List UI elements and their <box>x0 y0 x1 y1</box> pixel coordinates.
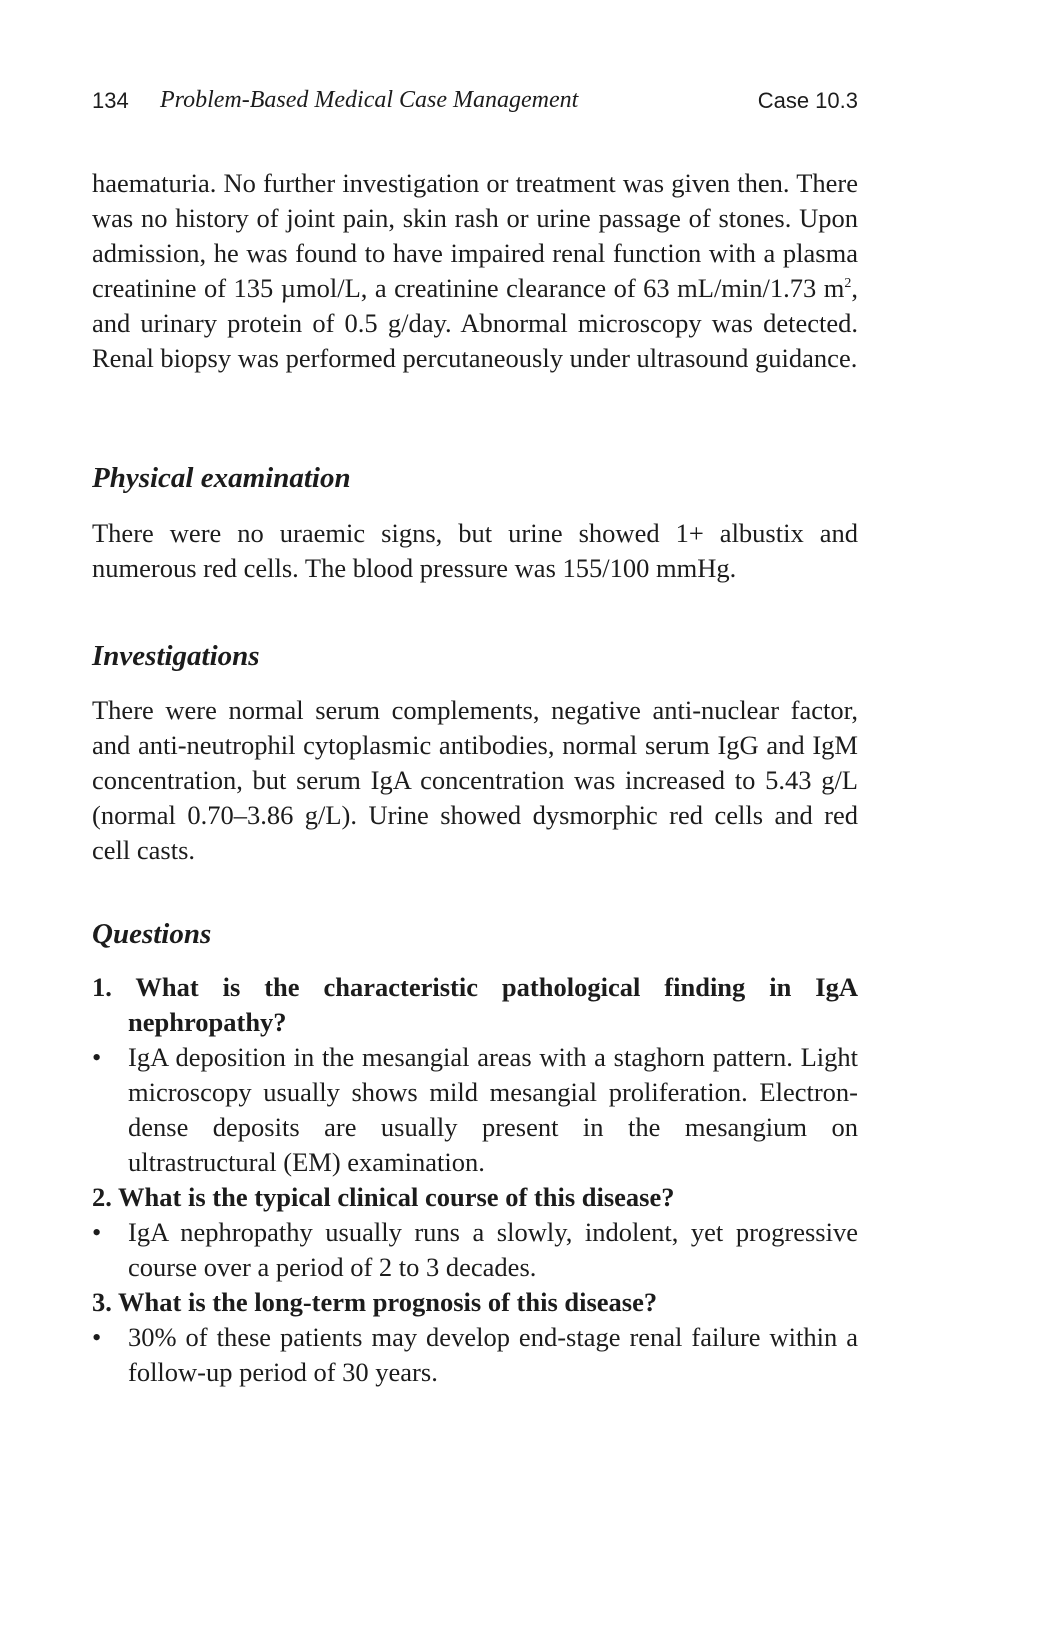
questions-heading: Questions <box>92 918 212 950</box>
question-text: What is the typical clinical course of this disease? <box>118 1182 675 1212</box>
investigations-heading: Investigations <box>92 640 260 672</box>
investigations-text: There were normal serum complements, negative anti-nuclear factor, and anti-neutrophil cytoplasmic antibodies, normal serum IgG and IgM concentration, but serum IgA concentration was increased to 5.43 g/L (normal 0.70–3.86 g/L). Urine showed dysmorphic red cells and red cell casts. <box>92 695 858 865</box>
answer-1 <box>92 1040 858 1180</box>
page-number: 134 <box>92 88 129 113</box>
case-label: Case 10.3 <box>757 88 858 113</box>
question-text: What is the characteristic pathological finding in IgA nephropathy? <box>128 972 858 1037</box>
physical-examination-heading: Physical examination <box>92 462 351 494</box>
answer-3 <box>92 1320 858 1390</box>
answer-text: IgA deposition in the mesangial areas with a staghorn pattern. Light microscopy usually shows mild mesangial proliferation. Electron-dense deposits are usually present in the mesangium on ultrastructural (EM) examination. <box>128 1042 858 1177</box>
question-number: 1. <box>92 972 112 1002</box>
question-1 <box>92 970 858 1040</box>
bullet: • <box>92 1042 102 1072</box>
bullet: • <box>92 1217 102 1247</box>
question-number: 2. <box>92 1182 112 1212</box>
answer-text: 30% of these patients may develop end-stage renal failure within a follow-up period of 30 years. <box>128 1322 858 1387</box>
answer-2 <box>92 1215 858 1285</box>
question-3 <box>92 1285 858 1320</box>
intro-text-part1: haematuria. No further investigation or treatment was given then. There was no history of joint pain, skin rash or urine passage of stones. Upon admission, he was found to have impaired renal function with a plasma creatinine of 135 µmol/L, a creatinine clearance of 63 mL/min/1.73 m <box>92 168 858 303</box>
question-2 <box>92 1180 858 1215</box>
intro-text-part2: , and urinary protein of 0.5 g/day. Abnormal microscopy was detected. Renal biopsy was performed percutaneously under ultrasound guidance. <box>92 273 858 373</box>
questions-list <box>92 970 858 1390</box>
superscript-2: 2 <box>844 276 852 292</box>
running-header <box>92 88 858 128</box>
book-title: Problem-Based Medical Case Management <box>160 87 579 113</box>
question-text: What is the long-term prognosis of this disease? <box>118 1287 658 1317</box>
answer-text: IgA nephropathy usually runs a slowly, indolent, yet progressive course over a period of 2 to 3 decades. <box>128 1217 858 1282</box>
question-number: 3. <box>92 1287 112 1317</box>
bullet: • <box>92 1322 102 1352</box>
intro-paragraph <box>92 166 858 376</box>
physical-examination-text: There were no uraemic signs, but urine showed 1+ albustix and numerous red cells. The blood pressure was 155/100 mmHg. <box>92 518 858 583</box>
